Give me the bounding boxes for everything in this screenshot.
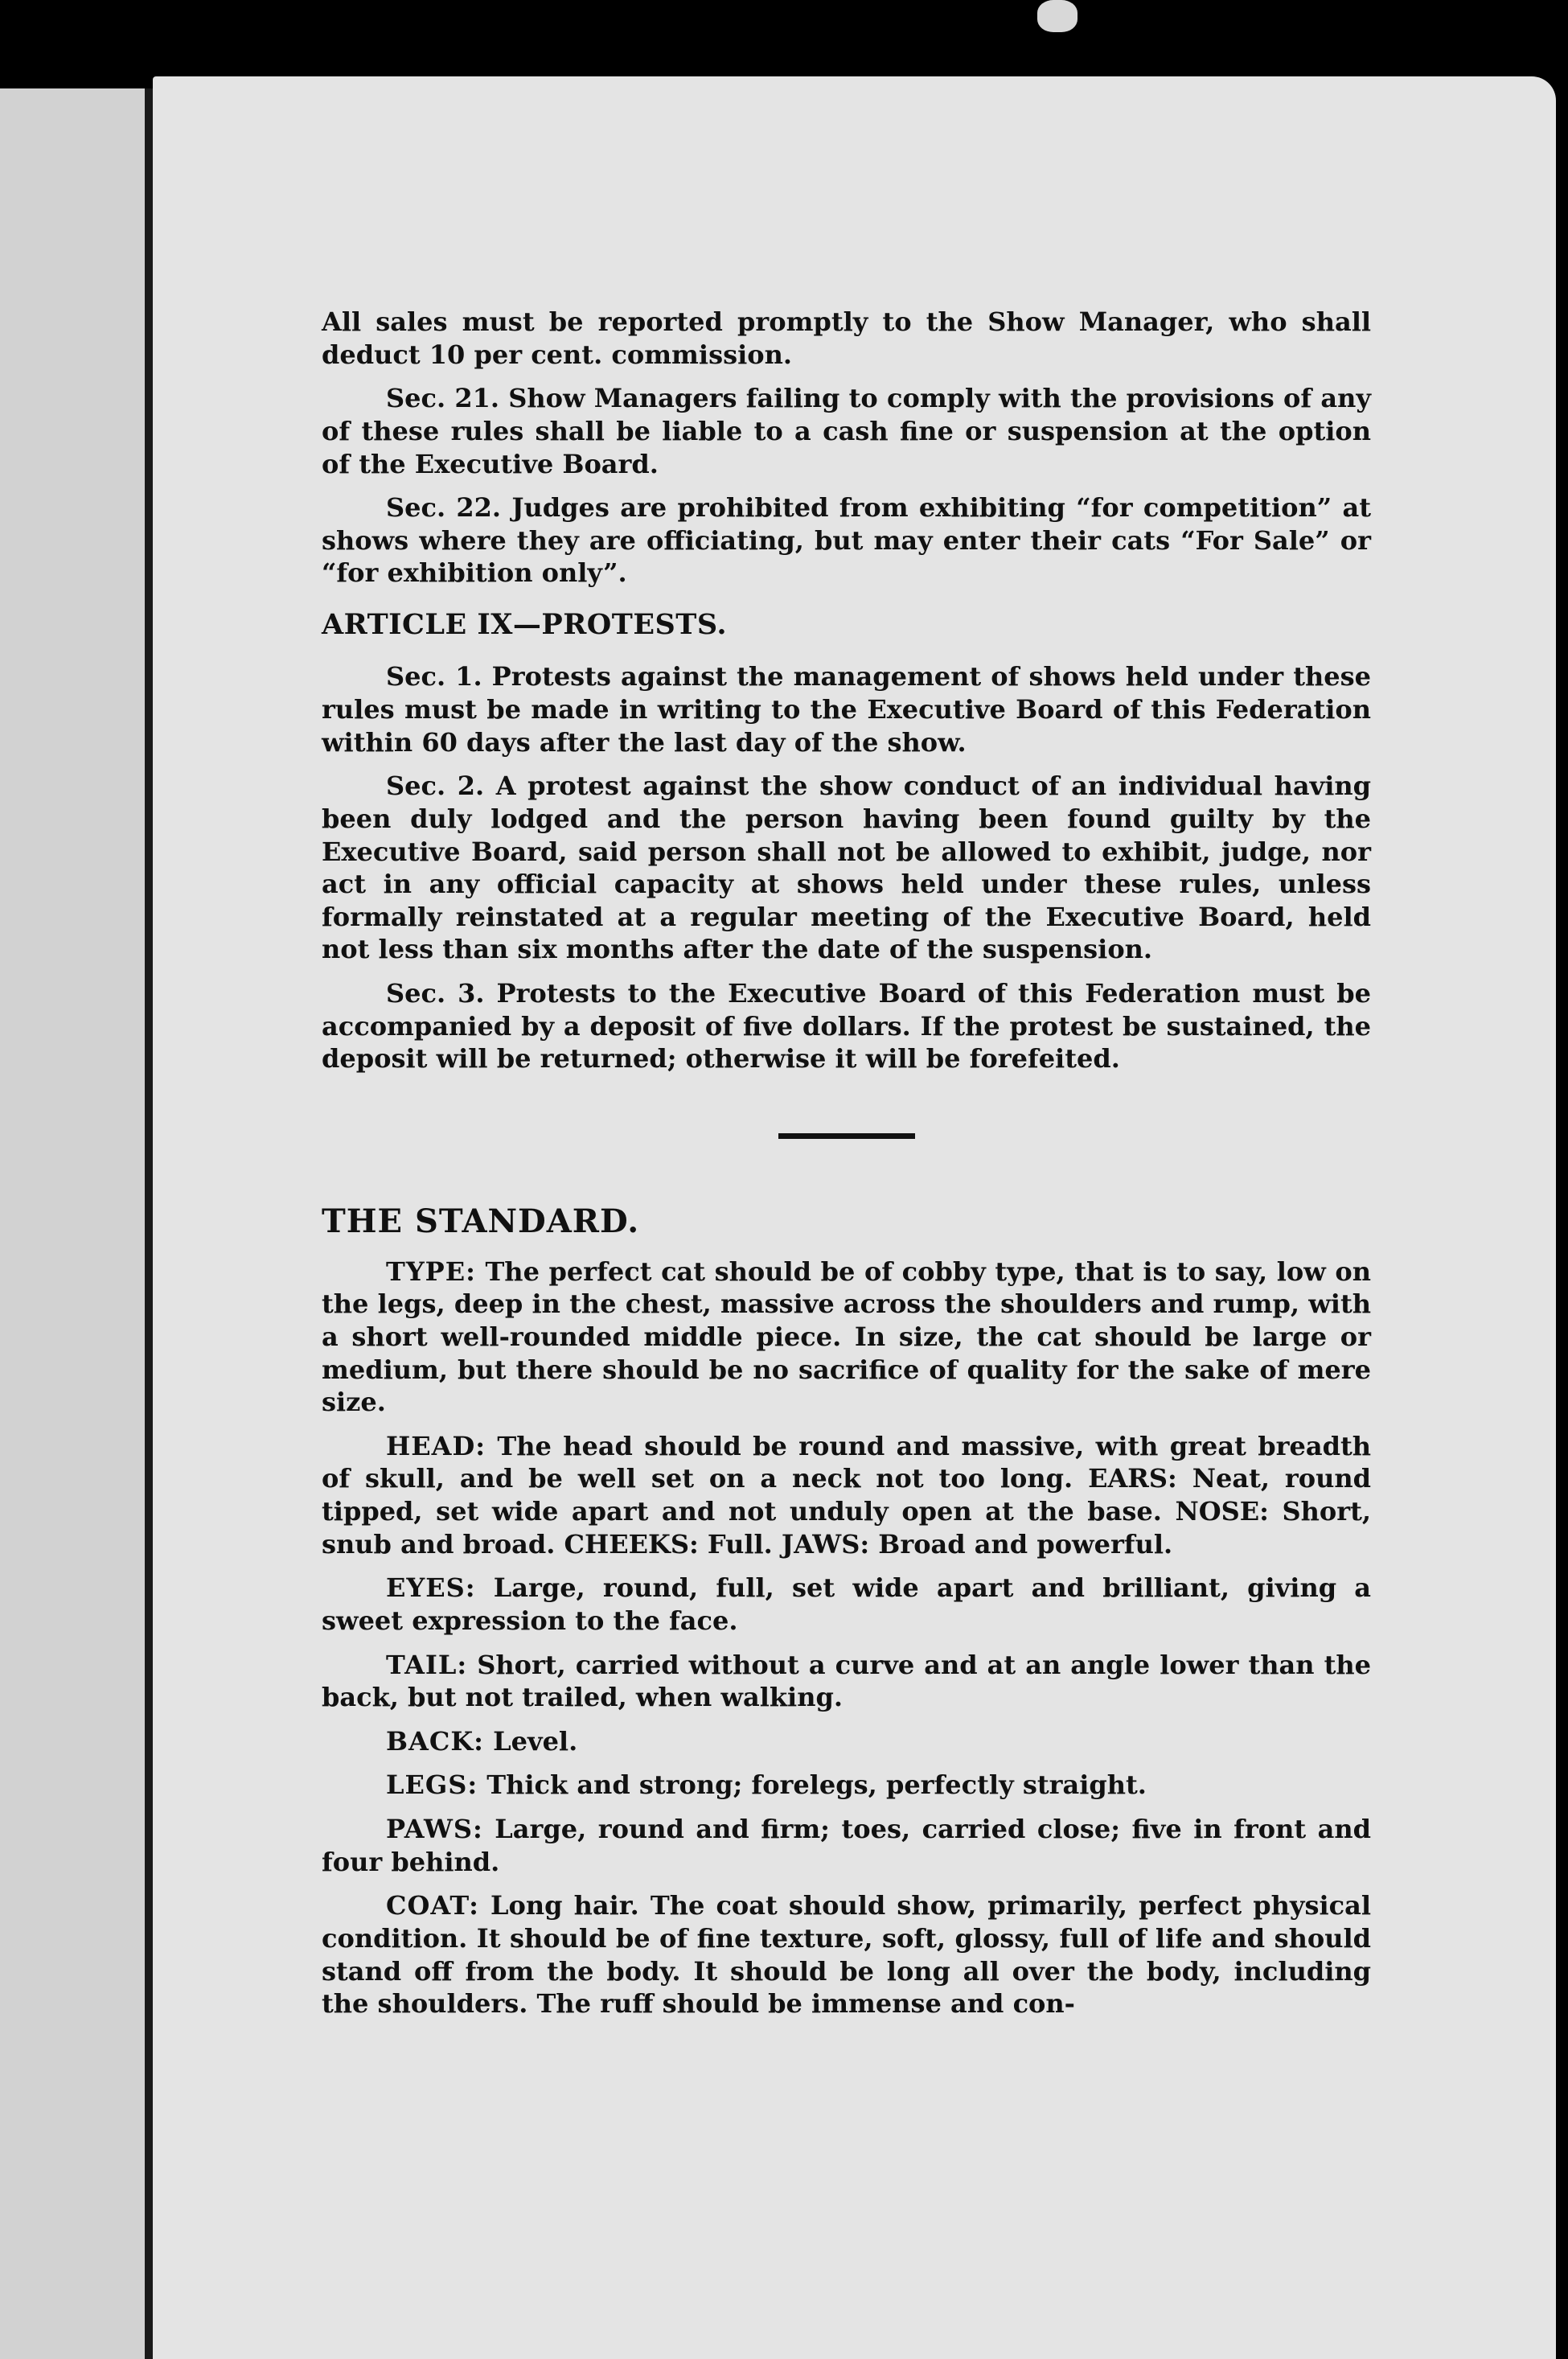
section-divider (778, 1133, 915, 1139)
standard-text: Short, carried without a curve and at an angle lower than the back, but not trailed, when walking. (322, 1649, 1371, 1713)
standard-heading: THE STANDARD. (322, 1202, 640, 1240)
standard-label: LEGS: (386, 1769, 478, 1801)
standard-legs (322, 1769, 1371, 1802)
standard-text: The perfect cat should be of cobby type, that is to say, low on the legs, deep in the chest, massive across the shoulders and rump, with a short well-rounded middle piece. In size, the cat should be large or medium, but there should be no sacrifice of quality for the sake of mere size. (322, 1256, 1371, 1418)
standard-label: PAWS: (386, 1814, 483, 1845)
standard-label: HEAD: (386, 1430, 486, 1461)
paragraph-sales: All sales must be reported promptly to the Show Manager, who shall deduct 10 per cent. commission. (322, 306, 1371, 370)
standard-text: Thick and strong; forelegs, perfectly straight. (478, 1769, 1147, 1801)
standard-text: Long hair. The coat should show, primarily, perfect physical condition. It should be of fine texture, soft, glossy, full of life and should stand off from the body. It should be long all over the body, including the shoulders. The ruff should be immense and con- (322, 1890, 1371, 2020)
standard-text: The head should be round and massive, with great breadth of skull, and be well set on a neck not too long. EARS: Neat, round tipped, set wide apart and not unduly open at the base. NOSE: Short, snub and broad. CHEEKS: Full. JAWS: Broad and powerful. (322, 1430, 1371, 1560)
page-text (322, 306, 1371, 2032)
paragraph-protest-sec-3: Sec. 3. Protests to the Executive Board of this Federation must be accompanied by a deposit of five dollars. If the protest be sustained, the deposit will be returned; otherwise it will be forefeited. (322, 978, 1371, 1075)
standard-text: Level. (483, 1725, 578, 1757)
standard-type (322, 1256, 1371, 1419)
paragraph-protest-sec-2: Sec. 2. A protest against the show conduct of an individual having been duly lodged and the person having been found guilty by the Executive Board, said person shall not be allowed to exhibit, judge, nor act in any official capacity at shows held under these rules, unless formally reinstated at a regular meeting of the Executive Board, held not less than six months after the date of the suspension. (322, 771, 1371, 965)
paragraph-sec-22: Sec. 22. Judges are prohibited from exhibiting “for competition” at shows where they are officiating, but may enter their cats “For Sale” or “for exhibition only”. (322, 492, 1371, 589)
standard-tail (322, 1649, 1371, 1714)
article-heading: ARTICLE IX—PROTESTS. (322, 608, 728, 641)
facing-page-edge (0, 88, 145, 2359)
standard-paws (322, 1813, 1371, 1878)
standard-head (322, 1430, 1371, 1561)
standard-label: TAIL: (386, 1649, 468, 1680)
standard-label: BACK: (386, 1725, 484, 1757)
standard-label: EYES: (386, 1572, 476, 1604)
standard-text: Large, round, full, set wide apart and brilliant, giving a sweet expression to the face. (322, 1572, 1371, 1636)
standard-text: Large, round and firm; toes, carried close; five in front and four behind. (322, 1814, 1371, 1877)
standard-label: TYPE: (386, 1256, 476, 1287)
standard-coat (322, 1889, 1371, 2020)
standard-label: COAT: (386, 1890, 479, 1921)
paragraph-sec-21: Sec. 21. Show Managers failing to comply with the provisions of any of these rules shall be liable to a cash fine or suspension at the option of the Executive Board. (322, 383, 1371, 479)
paragraph-protest-sec-1: Sec. 1. Protests against the management of shows held under these rules must be made in writing to the Executive Board of this Federation within 60 days after the last day of the show. (322, 661, 1371, 758)
scan-blot (1037, 0, 1077, 32)
standard-back (322, 1725, 1371, 1758)
standard-eyes (322, 1572, 1371, 1637)
